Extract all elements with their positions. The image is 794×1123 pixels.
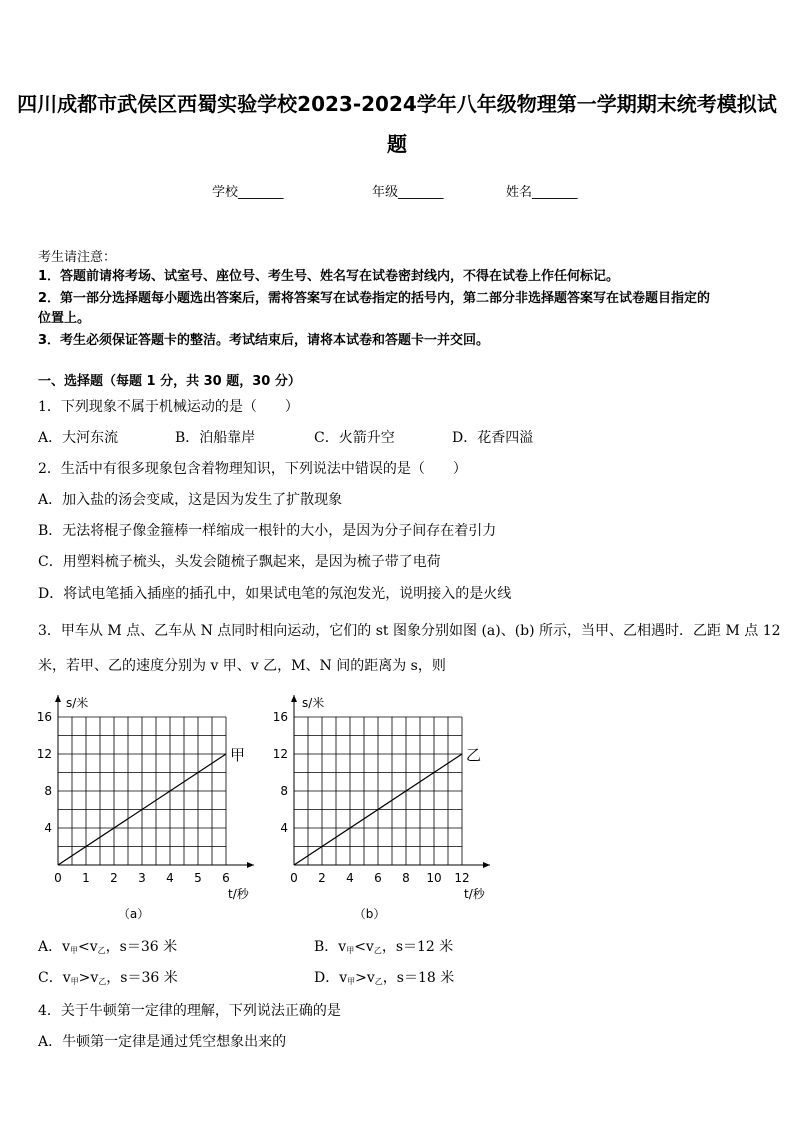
q3-option-b: B．$v_甲<v_乙$，s＝12 米 xyxy=(314,939,454,955)
chart-b-x-axis-label: t/秒 xyxy=(464,887,485,901)
chart-b-y-tick-label: 16 xyxy=(272,710,288,724)
notice-item-3: 3．考生必须保证答题卡的整洁。考试结束后，请将本试卷和答题卡一并交回。 xyxy=(38,333,490,348)
chart-b-x-tick-label: 6 xyxy=(374,871,382,885)
q2-option-d: D．将试电笔插入插座的插孔中，如果试电笔的氖泡发光，说明接入的是火线 xyxy=(38,586,512,602)
q2-option-a: A．加入盐的汤会变咸，这是因为发生了扩散现象 xyxy=(38,492,343,508)
chart-b-caption: （b） xyxy=(353,907,386,920)
chart-a-y-axis-label: s/米 xyxy=(66,696,89,710)
notice-heading: 考生请注意： xyxy=(38,250,117,265)
notice-item-2b: 位置上。 xyxy=(38,311,91,326)
q3-stem-line2: 米，若甲、乙的速度分别为 v 甲、v 乙，M、N 间的距离为 s，则 xyxy=(38,658,446,674)
chart-a-x-tick-label: 1 xyxy=(82,871,90,885)
chart-a-x-tick-label: 4 xyxy=(166,871,174,885)
chart-a-x-axis-arrow xyxy=(247,862,254,868)
chart-b-x-tick-label: 2 xyxy=(318,871,326,885)
chart-b-x-tick-label: 8 xyxy=(402,871,410,885)
q4-stem: 4．关于牛顿第一定律的理解，下列说法正确的是 xyxy=(38,1003,341,1019)
q3-option-d: D．$v_甲>v_乙$，s＝18 米 xyxy=(314,970,455,986)
notice-item-1: 1．答题前请将考场、试室号、座位号、考生号、姓名写在试卷密封线内，不得在试卷上作任何标记。 xyxy=(38,269,620,284)
chart-a-x-axis-label: t/秒 xyxy=(228,887,249,901)
chart-a-caption: （a） xyxy=(117,907,150,920)
chart-a xyxy=(20,690,260,920)
chart-b-y-axis-arrow xyxy=(291,695,297,702)
q2-option-b: B．无法将棍子像金箍棒一样缩成一根针的大小，是因为分子间存在着引力 xyxy=(38,523,497,539)
chart-b-y-tick-label: 12 xyxy=(272,747,288,761)
chart-a-x-tick-label: 2 xyxy=(110,871,118,885)
q3-option-c: C．$v_甲>v_乙$，s＝36 米 xyxy=(38,970,178,986)
exam-title-line1: 四川成都市武侯区西蜀实验学校2023-2024学年八年级物理第一学期期末统考模拟试 xyxy=(17,92,777,116)
exam-title-line2: 题 xyxy=(387,132,407,156)
section-heading: 一、选择题（每题 1 分，共 30 题，30 分） xyxy=(38,374,301,389)
q3-stem-line1: 3．甲车从 M 点、乙车从 N 点同时相向运动，它们的 st 图象分别如图 (a)、(b) 所示，当甲、乙相遇时．乙距 M 点 12 xyxy=(38,623,781,639)
chart-b-x-tick-label: 10 xyxy=(426,871,442,885)
chart-b-series-label: 乙 xyxy=(466,746,482,764)
chart-b-x-axis-arrow xyxy=(483,862,490,868)
q1-option-c: C．火箭升空 xyxy=(314,430,395,446)
grade-field: 年级_______ xyxy=(372,185,444,200)
chart-a-y-tick-label: 4 xyxy=(44,821,52,835)
chart-b-x-tick-label: 0 xyxy=(290,871,298,885)
chart-a-x-tick-label: 0 xyxy=(54,871,62,885)
chart-b-y-tick-label: 8 xyxy=(280,784,288,798)
q3-option-a: A．$v_甲<v_乙$，s＝36 米 xyxy=(38,939,178,955)
q2-option-c: C．用塑料梳子梳头，头发会随梳子飘起来，是因为梳子带了电荷 xyxy=(38,554,441,570)
q1-option-d: D．花香四溢 xyxy=(452,430,534,446)
name-field: 姓名_______ xyxy=(506,185,578,200)
chart-b xyxy=(256,690,506,920)
school-field: 学校_______ xyxy=(212,185,284,200)
chart-b-y-axis-label: s/米 xyxy=(302,696,325,710)
chart-a-x-tick-label: 3 xyxy=(138,871,146,885)
chart-a-y-axis-arrow xyxy=(55,695,61,702)
chart-b-x-tick-label: 12 xyxy=(454,871,470,885)
q1-stem: 1．下列现象不属于机械运动的是（ ） xyxy=(38,399,299,415)
q1-option-a: A．大河东流 xyxy=(38,430,119,446)
chart-b-y-tick-label: 4 xyxy=(280,821,288,835)
chart-a-x-tick-label: 6 xyxy=(222,871,230,885)
chart-a-y-tick-label: 16 xyxy=(36,710,52,724)
chart-a-series-label: 甲 xyxy=(230,746,246,764)
chart-a-y-tick-label: 8 xyxy=(44,784,52,798)
q1-option-b: B．泊船靠岸 xyxy=(175,430,256,446)
chart-a-x-tick-label: 5 xyxy=(194,871,202,885)
q2-stem: 2．生活中有很多现象包含着物理知识，下列说法中错误的是（ ） xyxy=(38,461,467,477)
notice-item-2a: 2．第一部分选择题每小题选出答案后，需将答案写在试卷指定的括号内，第二部分非选择题答案写在试卷题目指定的 xyxy=(38,291,711,306)
q4-option-a: A．牛顿第一定律是通过凭空想象出来的 xyxy=(38,1034,287,1050)
chart-a-y-tick-label: 12 xyxy=(36,747,52,761)
chart-b-x-tick-label: 4 xyxy=(346,871,354,885)
